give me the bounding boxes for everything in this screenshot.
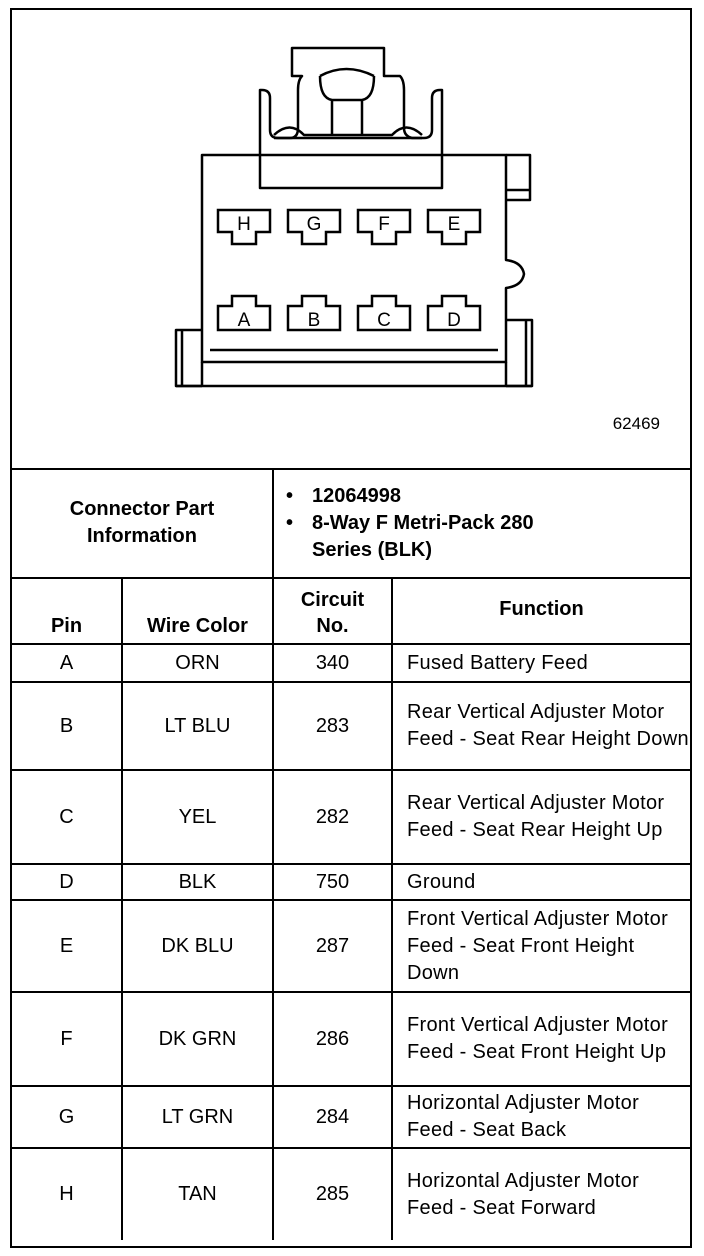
function-cell: Front Vertical Adjuster Motor Feed - Seat Front Height Up <box>392 992 690 1086</box>
pin-cavity-h <box>218 210 270 244</box>
circuit-cell: 285 <box>273 1148 392 1240</box>
table-row <box>12 770 690 864</box>
pin-cell: H <box>12 1148 122 1240</box>
wire-color-cell: YEL <box>122 770 273 864</box>
pinout-table <box>12 468 690 1240</box>
pin-cavity-g <box>288 210 340 244</box>
connector-sheet <box>10 8 692 1248</box>
table-row <box>12 992 690 1086</box>
header-row <box>12 578 690 644</box>
pin-letter-g: G <box>306 214 322 235</box>
pin-cell: A <box>12 644 122 682</box>
connector-part-info <box>273 468 690 578</box>
pin-letter-b: B <box>307 310 321 331</box>
function-cell: Horizontal Adjuster Motor Feed - Seat Forward <box>392 1148 690 1240</box>
connector-face-drawing <box>12 10 690 468</box>
function-cell: Fused Battery Feed <box>392 644 690 682</box>
wire-color-cell: DK GRN <box>122 992 273 1086</box>
wire-color-cell: LT GRN <box>122 1086 273 1148</box>
pin-cell: G <box>12 1086 122 1148</box>
bullet-icon: • <box>286 512 294 534</box>
header-pin: Pin <box>12 578 122 644</box>
function-cell: Horizontal Adjuster Motor Feed - Seat Back <box>392 1086 690 1148</box>
pin-cell: D <box>12 864 122 900</box>
table-row <box>12 1086 690 1148</box>
connector-label-line1: Connector Part <box>69 497 215 520</box>
pin-cell: B <box>12 682 122 770</box>
pin-letter-d: D <box>447 310 461 331</box>
circuit-cell: 284 <box>273 1086 392 1148</box>
wire-color-cell: BLK <box>122 864 273 900</box>
table-row <box>12 864 690 900</box>
table-row <box>12 900 690 992</box>
pin-cavity-c <box>358 296 410 331</box>
part-number: 12064998 <box>312 485 401 507</box>
connector-diagram <box>12 10 690 470</box>
pin-cavity-e <box>428 210 480 244</box>
pin-letter-c: C <box>377 310 391 331</box>
circuit-cell: 286 <box>273 992 392 1086</box>
connector-info-row <box>12 468 690 578</box>
pin-cavity-a <box>218 296 270 331</box>
header-circuit-line2: No. <box>316 615 349 637</box>
header-circuit <box>273 578 392 644</box>
function-cell: Rear Vertical Adjuster Motor Feed - Seat Rear Height Down <box>392 682 690 770</box>
pin-letter-a: A <box>237 310 251 331</box>
connector-label-line2: Information <box>87 524 197 547</box>
pin-cell: C <box>12 770 122 864</box>
table-row <box>12 1148 690 1240</box>
connector-part-label <box>12 468 273 578</box>
function-cell: Ground <box>392 864 690 900</box>
circuit-cell: 283 <box>273 682 392 770</box>
part-series-item <box>286 510 572 564</box>
wire-color-cell: ORN <box>122 644 273 682</box>
circuit-cell: 750 <box>273 864 392 900</box>
wire-color-cell: TAN <box>122 1148 273 1240</box>
circuit-cell: 282 <box>273 770 392 864</box>
pin-letter-f: F <box>378 214 390 235</box>
wire-color-cell: LT BLU <box>122 682 273 770</box>
header-wire-color: Wire Color <box>122 578 273 644</box>
circuit-cell: 287 <box>273 900 392 992</box>
figure-number: 62469 <box>612 414 660 433</box>
pin-letter-h: H <box>237 214 251 235</box>
function-cell: Front Vertical Adjuster Motor Feed - Seat Front Height Down <box>392 900 690 992</box>
pin-cell: E <box>12 900 122 992</box>
pin-letter-e: E <box>447 214 461 235</box>
table-row <box>12 644 690 682</box>
pin-cavity-b <box>288 296 340 331</box>
part-series: 8-Way F Metri-Pack 280 Series (BLK) <box>312 512 534 561</box>
wire-color-cell: DK BLU <box>122 900 273 992</box>
header-circuit-line1: Circuit <box>300 589 365 611</box>
circuit-cell: 340 <box>273 644 392 682</box>
header-function: Function <box>392 578 690 644</box>
function-cell: Rear Vertical Adjuster Motor Feed - Seat Rear Height Up <box>392 770 690 864</box>
bullet-icon: • <box>286 485 294 507</box>
pin-cavity-d <box>428 296 480 331</box>
pin-cavity-f <box>358 210 410 244</box>
part-number-item <box>286 483 690 510</box>
table-row <box>12 682 690 770</box>
pin-cell: F <box>12 992 122 1086</box>
